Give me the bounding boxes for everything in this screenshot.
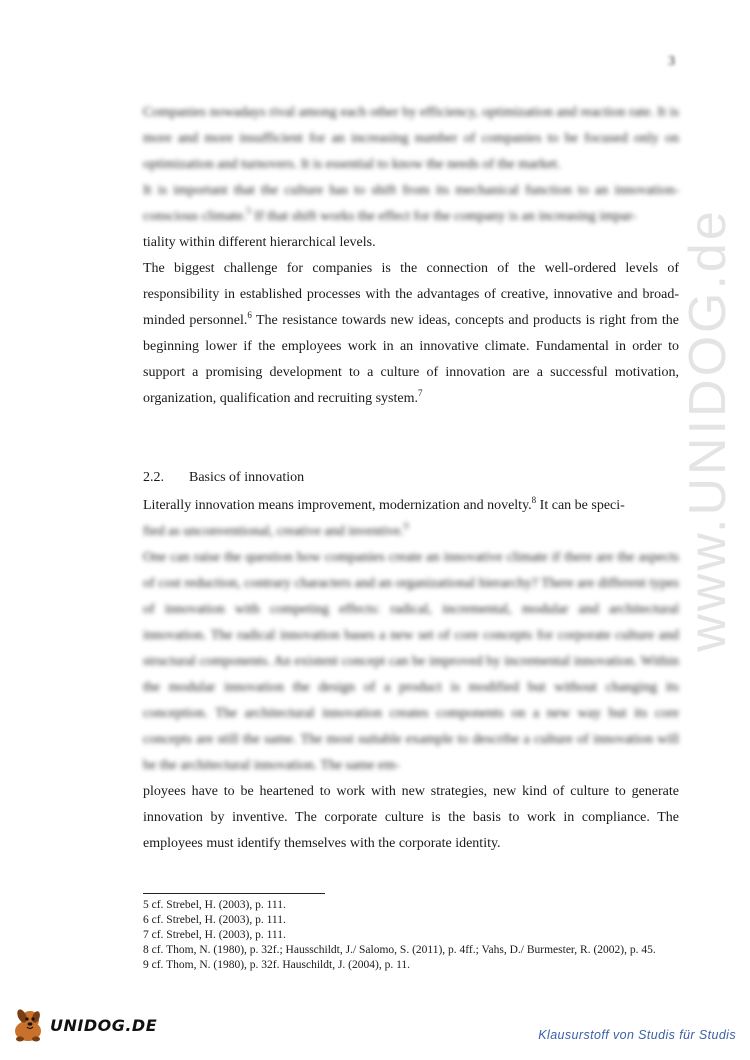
paragraph-text: The biggest challenge for companies is the connection of the well-ordered levels of responsibility in established processes with the advantages of creative, innovative and broad-minded personnel.: [143, 261, 679, 328]
paragraph-text: Literally innovation means improvement, modernization and novelty.: [143, 498, 532, 513]
paragraph: [143, 493, 679, 519]
footnote-ref: 5: [246, 206, 251, 216]
paragraph-text: The resistance towards new ideas, concepts and products is right from the beginning lower if the employees work in an innovative climate. Fundamental in order to support a promising development to a culture of innovation are a successful motivation, organization, qualification and recruiting system.: [143, 313, 680, 406]
footnote-ref: 9: [403, 521, 409, 531]
section-heading: [143, 470, 304, 486]
paragraph: [143, 519, 679, 545]
section-number: 2.2.: [143, 470, 164, 485]
paragraph: ployees have to be heartened to work with new strategies, new kind of culture to generate innovation by inventive. The corporate culture is the basis to work in compliance. The employees must identify themselves with the corporate identity.: [143, 784, 679, 851]
footnote-ref: 6: [247, 310, 252, 320]
paragraph: [143, 256, 679, 412]
footnote: 6 cf. Strebel, H. (2003), p. 111.: [143, 914, 286, 926]
body-text-bottom: [143, 493, 679, 857]
paragraph-text: fied as unconventional, creative and inventive.: [143, 524, 404, 539]
footnotes: [143, 898, 683, 973]
paragraph: Companies nowadays rival among each other by efficiency, optimization and reaction rate. It is more and more insufficient for an increasing number of companies to be focused only on optimization and turnovers. It is essential to know the needs of the market.: [143, 105, 679, 172]
unidog-logo[interactable]: [8, 1000, 157, 1050]
paragraph-text: If that shift works the effect for the company is an increasing impar-: [250, 209, 637, 224]
section-title: Basics of innovation: [189, 470, 305, 485]
watermark: www.UNIDOG.de: [679, 208, 737, 652]
footnote-ref: 7: [418, 388, 423, 398]
dog-icon: [8, 1005, 48, 1045]
page-number: 3: [668, 54, 675, 69]
footnote: 5 cf. Strebel, H. (2003), p. 111.: [143, 899, 286, 911]
body-text-top: [143, 100, 679, 412]
footnote: 7 cf. Strebel, H. (2003), p. 111.: [143, 929, 286, 941]
tagline: Klausurstoff von Studis für Studis: [538, 1028, 736, 1042]
paragraph-text: It can be speci-: [536, 498, 625, 513]
paragraph: [143, 178, 679, 230]
logo-text: UNIDOG.DE: [50, 1015, 158, 1035]
footnote: 9 cf. Thom, N. (1980), p. 32f. Hauschildt, J. (2004), p. 11.: [143, 959, 411, 971]
footnote: 8 cf. Thom, N. (1980), p. 32f.; Hausschildt, J./ Salomo, S. (2011), p. 4ff.; Vahs, D./ Burmester, R. (2002), p. 45.: [143, 944, 656, 956]
paragraph-text: It is important that the culture has to shift from its mechanical function to an innovation-conscious climate.: [143, 183, 679, 224]
footnote-divider: [143, 893, 325, 894]
footnote-ref: 8: [531, 495, 537, 505]
paragraph: tiality within different hierarchical levels.: [143, 235, 376, 250]
paragraph: One can raise the question how companies create an innovative climate if there are the aspects of cost reduction, contrary characters and an organizational hierarchy? There are different types of innovation with competing effects: radical, incremental, modular and architectural innovation. The radical innovation bases a new set of core concepts for corporate culture and structural components. An existent concept can be improved by incremental innovation. Within the modular innovation the design of a product is modified but without changing its conception. The architectural innovation creates components on a new way but its core concepts are still the same. The most suitable example to describe a culture of innovation will be the architectural innovation. The same em-: [143, 550, 679, 773]
